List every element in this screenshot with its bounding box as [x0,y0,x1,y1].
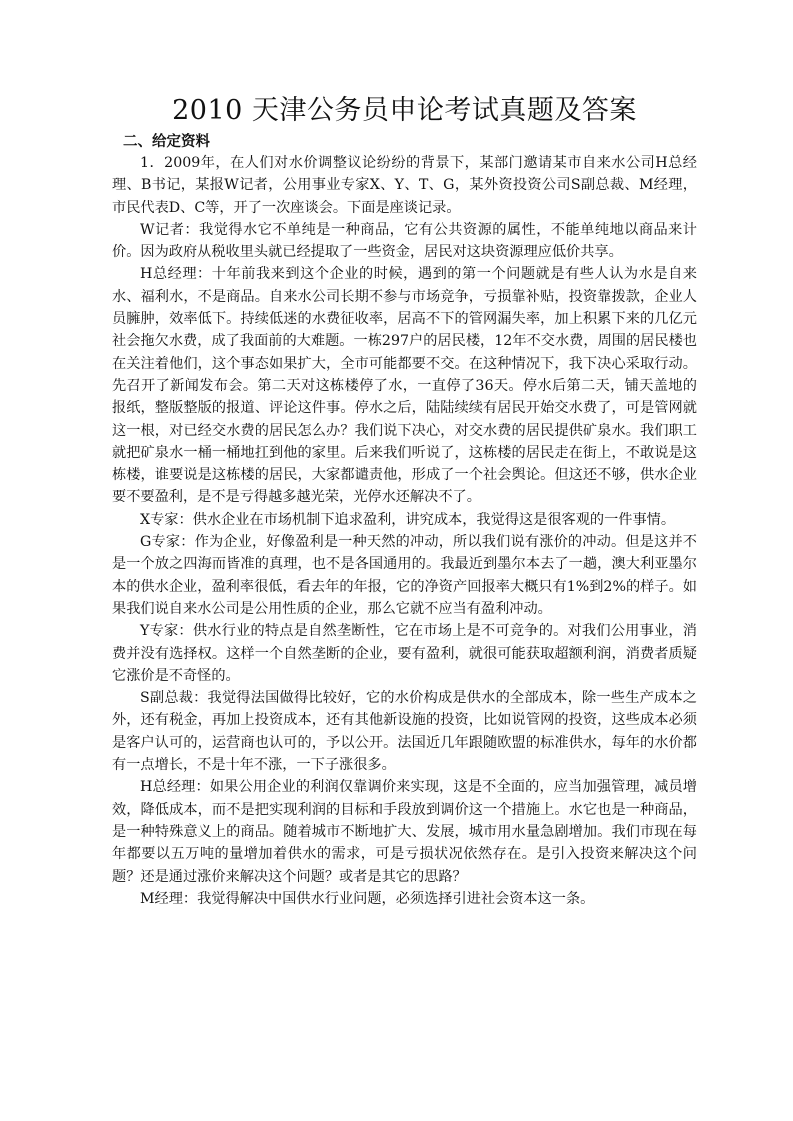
paragraph-s-vice-president: S副总裁：我觉得法国做得比较好，它的水价构成是供水的全部成本，除一些生产成本之外，还有税金，再加上投资成本，还有其他新设施的投资，比如说管网的投资，这些成本必须是客户认可的，运营商也认可的，予以公开。法国近几年跟随欧盟的标准供水，每年的水价都有一点增长，不是十年不涨，一下子涨很多。 [112,690,697,774]
section-heading: 二、给定资料 [123,134,210,150]
paragraph-g-expert: G专家：作为企业，好像盈利是一种天然的冲动，所以我们说有涨价的冲动。但是这并不是一个放之四海而皆准的真理，也不是各国通用的。我最近到墨尔本去了一趟，澳大利亚墨尔本的供水企业，盈利率很低，看去年的年报，它的净资产回报率大概只有1%到2%的样子。如果我们说自来水公司是公用性质的企业，那么它就不应当有盈利冲动。 [112,534,697,617]
paragraph-x-expert: X专家：供水企业在市场机制下追求盈利，讲究成本，我觉得这是很客观的一件事情。 [140,511,676,528]
paragraph-w-reporter: W记者：我觉得水它不单纯是一种商品，它有公共资源的属性，不能单纯地以商品来计价。因为政府从税收里头就已经提取了一些资金，居民对这块资源理应低价共享。 [112,221,697,261]
paragraph-h-manager-1: H总经理：十年前我来到这个企业的时候，遇到的第一个问题就是有些人认为水是自来水、福利水，不是商品。自来水公司长期不参与市场竞争，亏损靠补贴，投资靠拨款，企业人员臃肿，效率低下。持续低迷的水费征收率，居高不下的管网漏失率，加上积累下来的几亿元社会拖欠水费，成了我面前的大难题。一栋297户的居民楼，12年不交水费，周围的居民楼也在关注着他们，这个事态如果扩大，全市可能都要不交。在这种情况下，我下决心采取行动。先召开了新闻发布会。第二天对这栋楼停了水，一直停了36天。停水后第二天，铺天盖地的报纸，整版整版的报道、评论这件事。停水之后，陆陆续续有居民开始交水费了，可是管网就这一根，对已经交水费的居民怎么办？我们说下决心，对交水费的居民提供矿泉水。我们职工就把矿泉水一桶一桶地扛到他的家里。后来我们听说了，这栋楼的居民走在街上，不敢说是这栋楼，谁要说是这栋楼的居民，大家都谴责他，形成了一个社会舆论。但这还不够，供水企业要不要盈利，是不是亏得越多越光荣，光停水还解决不了。 [112,266,697,506]
paragraph-intro: 1．2009年，在人们对水价调整议论纷纷的背景下，某部门邀请某市自来水公司H总经理、B书记，某报W记者，公用事业专家X、Y、T、G，某外资投资公司S副总裁、M经理，市民代表D、C等，开了一次座谈会。下面是座谈记录。 [112,155,697,216]
paragraph-h-manager-2: H总经理：如果公用企业的利润仅靠调价来实现，这是不全面的，应当加强管理，减员增效，降低成本，而不是把实现利润的目标和手段放到调价这一个措施上。水它也是一种商品，是一种特殊意义上的商品。随着城市不断地扩大、发展，城市用水量急剧增加。我们市现在每年都要以五万吨的量增加着供水的需求，可是亏损状况依然存在。是引入投资来解决这个问题？还是通过涨价来解决这个问题？或者是其它的思路？ [112,779,697,885]
paragraph-y-expert: Y专家：供水行业的特点是自然垄断性，它在市场上是不可竞争的。对我们公用事业，消费并没有选择权。这样一个自然垄断的企业，要有盈利，就很可能获取超额利润，消费者质疑它涨价是不奇怪的。 [112,623,697,684]
document-title: 2010 天津公务员申论考试真题及答案 [172,95,637,126]
paragraph-m-manager: M经理：我觉得解决中国供水行业问题，必须选择引进社会资本这一条。 [140,890,595,907]
document-page [112,92,697,910]
